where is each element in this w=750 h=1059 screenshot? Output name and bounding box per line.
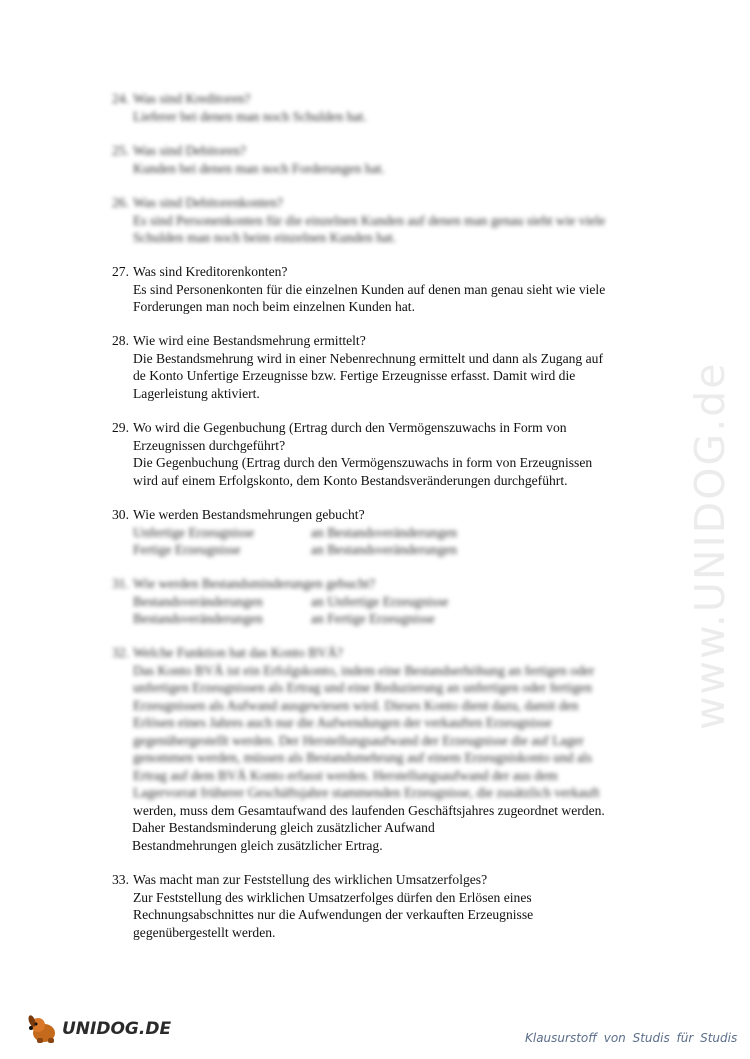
question-text: Wie werden Bestandsmehrungen gebucht? bbox=[133, 507, 365, 522]
answer-line: gegenübergestellt werden. Der Herstellungsaufwand der Erzeugnisse die auf Lager bbox=[133, 732, 584, 748]
answer-line: Rechnungsabschnittes nur die Aufwendungen der verkauften Erzeugnisse bbox=[133, 907, 534, 922]
answer-line: Lagervorrat früherer Geschäftsjahre stammenden Erzeugnisse, die zusätzlich verkauft bbox=[133, 785, 600, 800]
question-26: 26. Was sind Debitorenkonten? Es sind Personenkonten für die einzelnen Kunden auf denen man genau sieht wie viele Schulden man noch beim einzelnen Kunden hat. bbox=[112, 195, 606, 245]
unidog-logo[interactable] bbox=[26, 1013, 171, 1045]
answer-line: de Konto Unfertige Erzeugnisse bzw. Fertige Erzeugnisse erfasst. Damit wird die bbox=[133, 368, 576, 383]
answer-line: Ertrag auf dem BVÄ Konto erfasst werden. Herstellungsaufwand der aus dem bbox=[133, 767, 558, 783]
answer-line: Das Konto BVÄ ist ein Erfolgskonto, indem eine Bestandserhöhung an fertigen oder bbox=[133, 662, 595, 678]
footer-tagline: Klausurstoff von Studis für Studis bbox=[525, 1031, 738, 1045]
question-text: Wie werden Bestandsminderungen gebucht? bbox=[133, 576, 376, 591]
booking-rows bbox=[112, 593, 448, 628]
booking-row: Unfertige Erzeugnisse an Bestandsveränderungen bbox=[133, 524, 458, 540]
question-30: 30. Wie werden Bestandsmehrungen gebucht? Unfertige Erzeugnisse an Bestandsveränderungen Fertige Erzeugnisse an Bestandsveränderungen bbox=[112, 507, 458, 557]
booking-row: Bestandsveränderungen an Unfertige Erzeugnisse bbox=[133, 593, 449, 609]
answer-line: Forderungen man noch beim einzelnen Kunden hat. bbox=[133, 299, 415, 314]
booking-rows bbox=[112, 524, 457, 559]
question-33: 33. Was macht man zur Feststellung des wirklichen Umsatzerfolges? Zur Feststellung des wirklichen Umsatzerfolges dürfen den Erlösen eines Rechnungsabschnittes nur die Aufwendungen der verkauften Erzeugnisse gegenübergestellt werden. bbox=[112, 872, 534, 940]
watermark: www.UNIDOG.de bbox=[686, 361, 734, 730]
answer-line: Daher Bestandsminderung gleich zusätzlicher Aufwand bbox=[132, 820, 435, 835]
question-31: 31. Wie werden Bestandsminderungen gebucht? Bestandsveränderungen an Unfertige Erzeugnisse Bestandsveränderungen an Fertige Erzeugnisse bbox=[112, 576, 449, 626]
question-text: Was sind Kreditorenkonten? bbox=[133, 264, 288, 279]
question-24: 24. Was sind Kreditoren? Lieferer bei denen man noch Schulden hat. bbox=[112, 91, 367, 124]
logo-text: UNIDOG.DE bbox=[62, 1019, 172, 1039]
answer-line: gegenübergestellt werden. bbox=[133, 924, 276, 940]
question-text: Wie wird eine Bestandsmehrung ermittelt? bbox=[133, 333, 366, 348]
question-text: Was sind Debitorenkonten? bbox=[133, 195, 283, 210]
question-32: 32. Welche Funktion hat das Konto BVÄ? Das Konto BVÄ ist ein Erfolgskonto, indem eine Bestandserhöhung an fertigen oder unfertigen Erzeugnissen als Ertrag und eine Reduzierung an unfertigen oder fertigen Erzeugnissen als Aufwand ausgewiesen wird. Dieses Konto dient dazu, damit den Erlösen eines Jahres auch nur die Aufwendungen der verkauften Erzeugnisse gegenübergestellt werden. Der Herstellungsaufwand der Erzeugnisse die auf Lager genommen werden, müssen als Bestandsmehrung auf einem Erzeugniskonto und als Ertrag auf dem BVÄ Konto erfasst werden. Herstellungsaufwand der aus dem Lagervorrat früherer Geschäftsjahre stammenden Erzeugnisse, die zusätzlich verkauft werden, muss dem Gesamtaufwand des laufenden Geschäftsjahres zugeordnet werden. Daher Bestandsminderung gleich zusätzlicher Aufwand Bestandmehrungen gleich zusätzlicher Ertrag. bbox=[112, 645, 605, 853]
answer-line: Die Bestandsmehrung wird in einer Nebenrechnung ermittelt und dann als Zugang auf bbox=[133, 350, 603, 366]
dog-icon bbox=[26, 1013, 60, 1045]
answer-line: wird auf einem Erfolgskonto, dem Konto Bestandsveränderungen durchgeführt. bbox=[133, 472, 568, 488]
answer-line: unfertigen Erzeugnissen als Ertrag und eine Reduzierung an unfertigen oder fertigen bbox=[133, 680, 592, 695]
answer-line: werden, muss dem Gesamtaufwand des laufenden Geschäftsjahres zugeordnet werden. bbox=[133, 802, 605, 818]
question-text: Was sind Kreditoren? bbox=[133, 91, 251, 106]
booking-row: Fertige Erzeugnisse an Bestandsveränderungen bbox=[133, 542, 458, 557]
answer-line: Zur Feststellung des wirklichen Umsatzerfolges dürfen den Erlösen eines bbox=[133, 889, 532, 905]
answer-blurred bbox=[112, 662, 605, 802]
question-text: Was macht man zur Feststellung des wirklichen Umsatzerfolges? bbox=[133, 872, 488, 887]
answer-line: Kunden bei denen man noch Forderungen hat. bbox=[133, 160, 385, 176]
answer-line: Schulden man noch beim einzelnen Kunden hat. bbox=[133, 230, 397, 245]
answer-line: Es sind Personenkonten für die einzelnen Kunden auf denen man genau sieht wie viele bbox=[133, 212, 606, 228]
question-text: Welche Funktion hat das Konto BVÄ? bbox=[133, 645, 343, 660]
answer-line: Lagerleistung aktiviert. bbox=[133, 385, 260, 401]
answer-line: genommen werden, müssen als Bestandsmehrung auf einem Erzeugniskonto und als bbox=[133, 750, 593, 765]
question-text: Was sind Debitoren? bbox=[133, 143, 246, 158]
question-text-continued: Erzeugnissen durchgeführt? bbox=[133, 437, 286, 453]
answer-line: Lieferer bei denen man noch Schulden hat. bbox=[133, 108, 367, 124]
answer-line: Die Gegenbuchung (Ertrag durch den Vermögenszuwachs in form von Erzeugnissen bbox=[133, 455, 593, 470]
answer-line: Erlösen eines Jahres auch nur die Aufwendungen der verkauften Erzeugnisse bbox=[133, 715, 552, 730]
question-25: 25. Was sind Debitoren? Kunden bei denen man noch Forderungen hat. bbox=[112, 143, 385, 176]
question-text: Wo wird die Gegenbuchung (Ertrag durch den Vermögenszuwachs in Form von bbox=[133, 420, 567, 435]
answer-line: Es sind Personenkonten für die einzelnen Kunden auf denen man genau sieht wie viele bbox=[133, 281, 606, 297]
booking-row: Bestandsveränderungen an Fertige Erzeugnisse bbox=[133, 611, 435, 626]
question-29: 29. Wo wird die Gegenbuchung (Ertrag durch den Vermögenszuwachs in Form von Erzeugnissen durchgeführt? Die Gegenbuchung (Ertrag durch den Vermögenszuwachs in form von Erzeugnissen wird auf einem Erfolgskonto, dem Konto Bestandsveränderungen durchgeführt. bbox=[112, 420, 593, 488]
question-27: 27. Was sind Kreditorenkonten? Es sind Personenkonten für die einzelnen Kunden auf denen man genau sieht wie viele Forderungen man noch beim einzelnen Kunden hat. bbox=[112, 264, 606, 314]
question-28: 28. Wie wird eine Bestandsmehrung ermittelt? Die Bestandsmehrung wird in einer Nebenrechnung ermittelt und dann als Zugang auf de Konto Unfertige Erzeugnisse bzw. Fertige Erzeugnisse erfasst. Damit wird die Lagerleistung aktiviert. bbox=[112, 333, 603, 401]
answer-line: Bestandmehrungen gleich zusätzlicher Ertrag. bbox=[132, 837, 383, 853]
answer-line: Erzeugnissen als Aufwand ausgewiesen wird. Dieses Konto dient dazu, damit den bbox=[133, 697, 579, 713]
